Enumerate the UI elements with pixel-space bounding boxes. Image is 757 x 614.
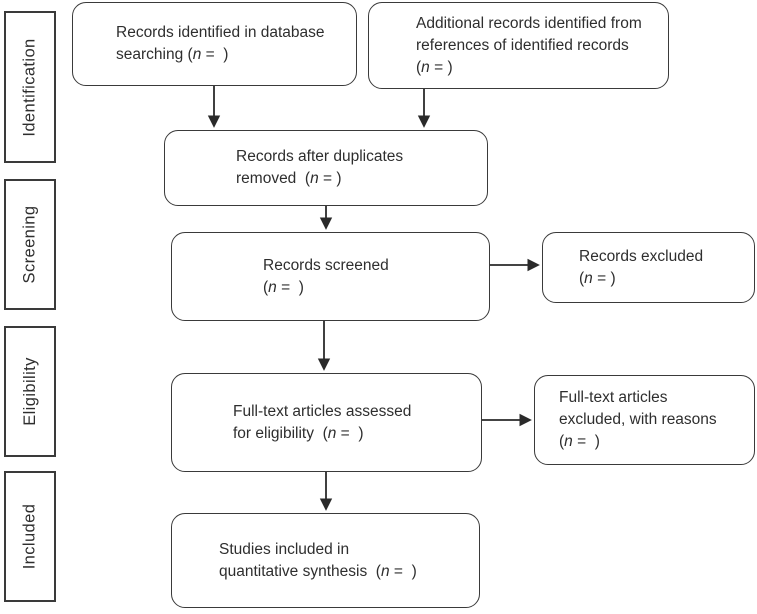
text-pre: Records excluded xyxy=(579,247,704,265)
box-text-line xyxy=(579,246,754,268)
phase-box-eligibility xyxy=(4,326,56,457)
n-variable: n xyxy=(327,424,337,442)
phase-label-identification: Identification xyxy=(20,37,39,137)
text-post: = ) xyxy=(336,424,364,442)
text-pre: ( xyxy=(416,58,422,76)
text-pre: Full-text articles xyxy=(559,389,668,406)
box-records-screened xyxy=(171,232,490,321)
n-variable: n xyxy=(421,58,430,76)
n-variable: n xyxy=(192,46,202,63)
text-pre: Records screened xyxy=(263,256,389,274)
box-text-line xyxy=(416,13,668,35)
text-pre: ( xyxy=(559,433,565,450)
box-text-line xyxy=(219,539,479,561)
text-pre: references of identified records xyxy=(416,36,629,54)
text-pre: ( xyxy=(263,278,269,296)
box-text-line xyxy=(263,277,489,299)
phase-box-screening xyxy=(4,179,56,310)
n-variable: n xyxy=(268,278,277,296)
phase-box-included xyxy=(4,471,56,602)
box-text-line xyxy=(236,146,487,168)
n-variable: n xyxy=(584,269,593,287)
phase-box-identification xyxy=(4,11,56,163)
box-text-line xyxy=(416,35,668,57)
box-text-line xyxy=(416,57,668,79)
phase-label-eligibility: Eligibility xyxy=(20,357,39,426)
box-fulltext-excluded xyxy=(534,375,755,465)
box-text-line xyxy=(579,268,754,290)
n-variable: n xyxy=(310,170,319,187)
box-additional-records xyxy=(368,2,669,89)
box-text-line xyxy=(236,168,487,190)
box-text-line xyxy=(559,431,754,453)
text-pre: searching ( xyxy=(116,46,193,63)
box-duplicates-removed xyxy=(164,130,488,206)
n-variable: n xyxy=(380,562,390,580)
phase-label-included: Included xyxy=(20,503,39,570)
box-text-line xyxy=(233,423,481,445)
text-pre: removed ( xyxy=(236,170,311,187)
text-pre: ( xyxy=(579,269,585,287)
text-pre: for eligibility ( xyxy=(233,424,328,442)
box-text-line xyxy=(116,44,356,66)
box-records-identified xyxy=(72,2,357,86)
text-post: = ) xyxy=(201,46,229,63)
text-post: = ) xyxy=(318,170,342,187)
text-post: = ) xyxy=(429,58,453,76)
box-text-line xyxy=(263,255,489,277)
text-pre: Studies included in xyxy=(219,540,350,558)
text-pre: Records after duplicates xyxy=(236,148,404,165)
n-variable: n xyxy=(564,433,573,450)
text-pre: excluded, with reasons xyxy=(559,411,717,428)
text-post: = ) xyxy=(389,562,417,580)
text-post: = ) xyxy=(276,278,304,296)
box-fulltext-assessed xyxy=(171,373,482,472)
box-text-line xyxy=(219,561,479,583)
box-studies-included xyxy=(171,513,480,608)
phase-label-screening: Screening xyxy=(20,205,39,284)
text-post: = ) xyxy=(592,269,616,287)
text-pre: Records identified in database xyxy=(116,24,325,41)
box-text-line xyxy=(233,401,481,423)
box-text-line xyxy=(559,387,754,409)
box-text-line xyxy=(116,22,356,44)
text-post: = ) xyxy=(572,433,600,450)
box-records-excluded xyxy=(542,232,755,303)
text-pre: quantitative synthesis ( xyxy=(219,562,381,580)
text-pre: Full-text articles assessed xyxy=(233,402,412,420)
box-text-line xyxy=(559,409,754,431)
text-pre: Additional records identified from xyxy=(416,14,642,32)
